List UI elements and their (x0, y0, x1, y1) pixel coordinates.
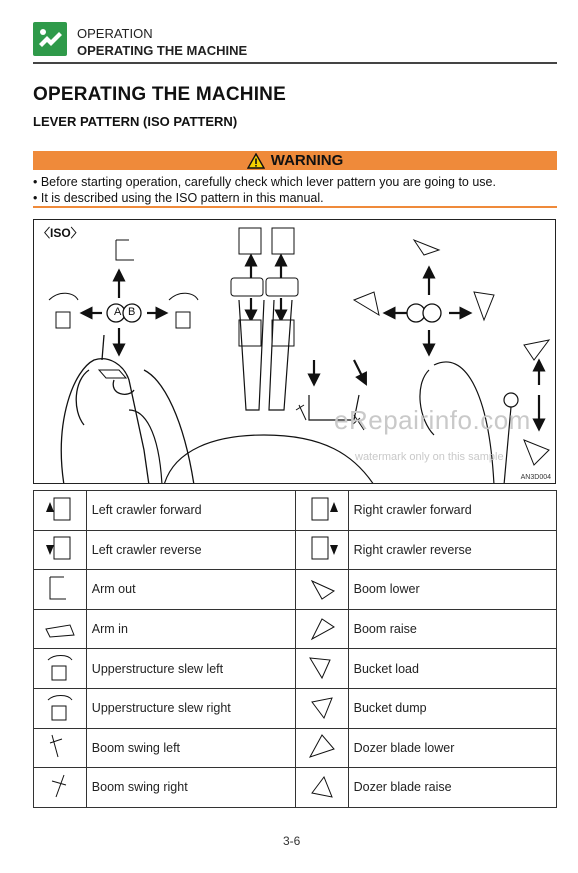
lever-letter-a: A (114, 306, 122, 318)
left-crawler-reverse-icon (34, 530, 87, 570)
warning-text (33, 174, 557, 206)
legend-label: Upperstructure slew left (86, 649, 295, 689)
watermark-note: watermark only on this sample (355, 451, 504, 463)
slew-left-icon (34, 649, 87, 689)
legend-label: Bucket dump (348, 688, 556, 728)
page-number: 3-6 (283, 834, 301, 848)
legend-label: Boom swing left (86, 728, 295, 768)
right-crawler-forward-icon (295, 491, 348, 531)
boom-swing-right-icon (34, 768, 87, 808)
iso-pattern-label: 〈ISO〉 (38, 226, 83, 240)
dozer-blade-raise-icon (295, 768, 348, 808)
arm-in-icon (34, 609, 87, 649)
left-crawler-forward-icon (34, 491, 87, 531)
legend-row (34, 609, 557, 649)
header-divider (33, 62, 557, 64)
warning-divider (33, 206, 557, 208)
arm-out-icon (34, 570, 87, 610)
dozer-blade-lower-icon (295, 728, 348, 768)
legend-label: Arm in (86, 609, 295, 649)
figure-code: AN3D004 (520, 474, 551, 481)
legend-label: Right crawler forward (348, 491, 556, 531)
legend-row (34, 688, 557, 728)
header-section: OPERATION (77, 26, 153, 41)
legend-label: Upperstructure slew right (86, 688, 295, 728)
warning-label: WARNING (270, 152, 344, 169)
legend-label: Boom raise (348, 609, 556, 649)
watermark: eRepairinfo.com (334, 405, 531, 435)
legend-label: Left crawler forward (86, 491, 295, 531)
section-subtitle: LEVER PATTERN (ISO PATTERN) (33, 114, 238, 129)
header-title: OPERATING THE MACHINE (77, 43, 248, 58)
legend-row (34, 491, 557, 531)
right-crawler-reverse-icon (295, 530, 348, 570)
bucket-load-icon (295, 649, 348, 689)
lever-diagram-illustration (34, 220, 556, 484)
legend-row (34, 530, 557, 570)
legend-label: Dozer blade lower (348, 728, 556, 768)
operation-section-icon (33, 22, 67, 56)
bucket-dump-icon (295, 688, 348, 728)
boom-lower-icon (295, 570, 348, 610)
left-control-lever-figure (61, 304, 194, 484)
lever-letter-b: B (128, 306, 136, 318)
legend-row (34, 570, 557, 610)
slew-right-icon (34, 688, 87, 728)
legend-row (34, 768, 557, 808)
lever-pattern-diagram (33, 219, 556, 484)
boom-raise-icon (295, 609, 348, 649)
legend-label: Boom lower (348, 570, 556, 610)
legend-label: Bucket load (348, 649, 556, 689)
boom-swing-left-icon (34, 728, 87, 768)
legend-row (34, 649, 557, 689)
legend-label: Dozer blade raise (348, 768, 556, 808)
warning-triangle-icon (247, 153, 265, 169)
warning-banner (33, 151, 557, 170)
page-title: OPERATING THE MACHINE (33, 84, 286, 105)
legend-label: Boom swing right (86, 768, 295, 808)
legend-row (34, 728, 557, 768)
legend-label: Arm out (86, 570, 295, 610)
legend-label: Left crawler reverse (86, 530, 295, 570)
warning-bullet: • It is described using the ISO pattern in this manual. (33, 191, 324, 205)
lever-legend-table (33, 490, 557, 808)
legend-label: Right crawler reverse (348, 530, 556, 570)
warning-bullet: • Before starting operation, carefully check which lever pattern you are going to use. (33, 175, 496, 189)
